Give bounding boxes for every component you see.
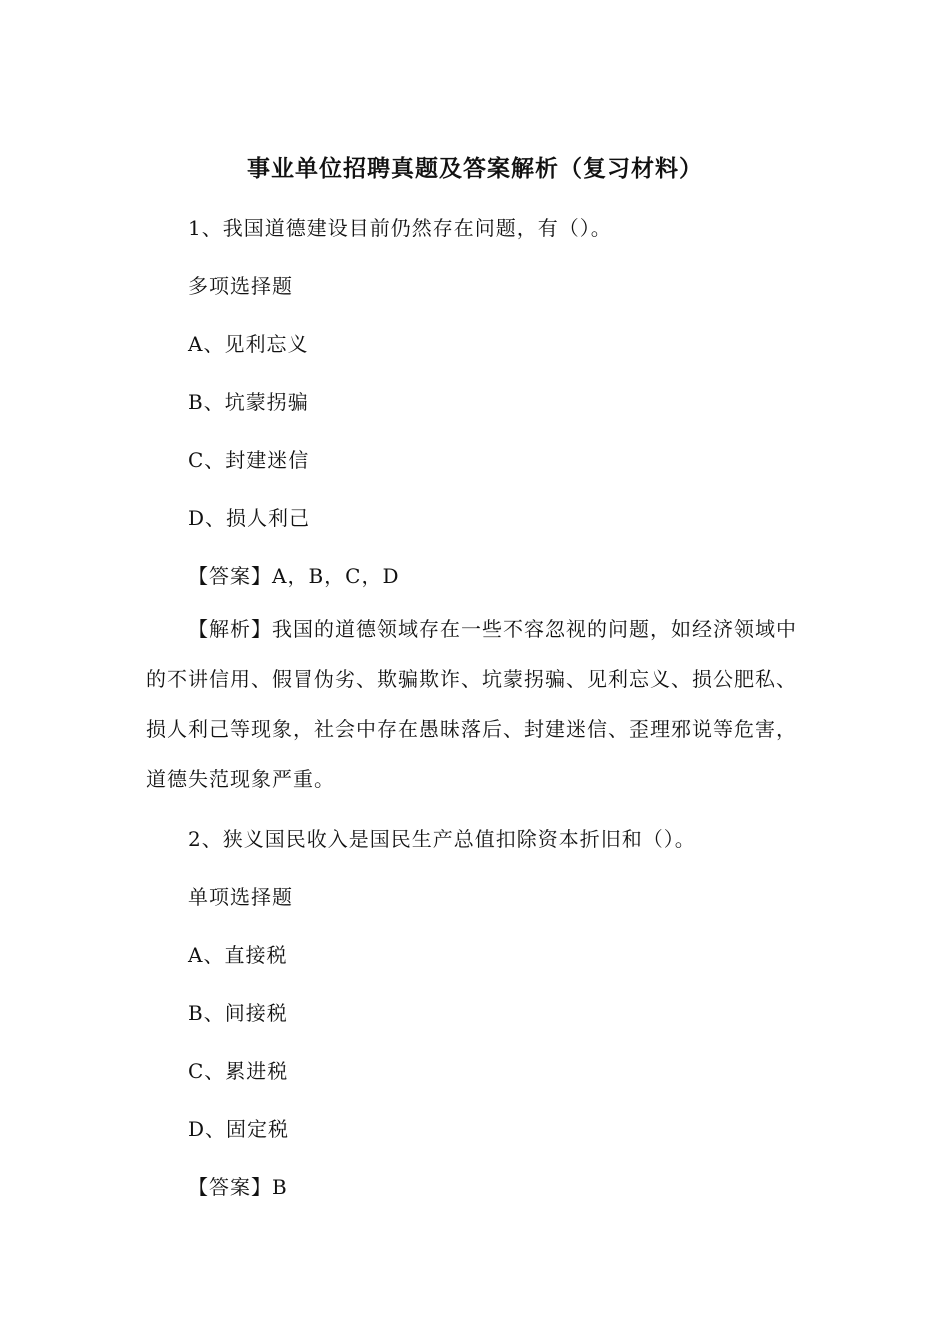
document-title: 事业单位招聘真题及答案解析（复习材料） <box>247 155 703 182</box>
question-1-option-b: B、坑蒙拐骗 <box>188 390 309 414</box>
explanation-label: 【解析】 <box>188 617 272 641</box>
question-2-type: 单项选择题 <box>188 885 293 909</box>
question-2-option-c: C、累进税 <box>188 1059 289 1083</box>
answer-value: A，B，C，D <box>272 564 400 588</box>
question-1-option-c: C、封建迷信 <box>188 448 310 472</box>
question-1-explanation <box>146 604 798 804</box>
question-1-option-d: D、损人利己 <box>188 506 311 530</box>
answer-label: 【答案】 <box>188 564 272 588</box>
question-1-stem: 1、我国道德建设目前仍然存在问题，有（）。 <box>188 216 612 240</box>
question-1-option-a: A、见利忘义 <box>188 332 309 356</box>
explanation-text: 我国的道德领域存在一些不容忽视的问题，如经济领域中的不讲信用、假冒伪劣、欺骗欺诈、坑蒙拐骗、见利忘义、损公肥私、损人利己等现象，社会中存在愚昧落后、封建迷信、歪理邪说等危害，道德失范现象严重。 <box>146 617 797 791</box>
question-1-type: 多项选择题 <box>188 274 293 298</box>
question-2-answer <box>188 1171 288 1200</box>
answer-value: B <box>272 1175 288 1199</box>
question-2-option-b: B、间接税 <box>188 1001 288 1025</box>
question-2-option-d: D、固定税 <box>188 1117 290 1141</box>
question-2-option-a: A、直接税 <box>188 943 288 967</box>
answer-label: 【答案】 <box>188 1175 272 1199</box>
question-2-stem: 2、狭义国民收入是国民生产总值扣除资本折旧和（）。 <box>188 827 696 851</box>
question-1-answer <box>188 560 399 589</box>
